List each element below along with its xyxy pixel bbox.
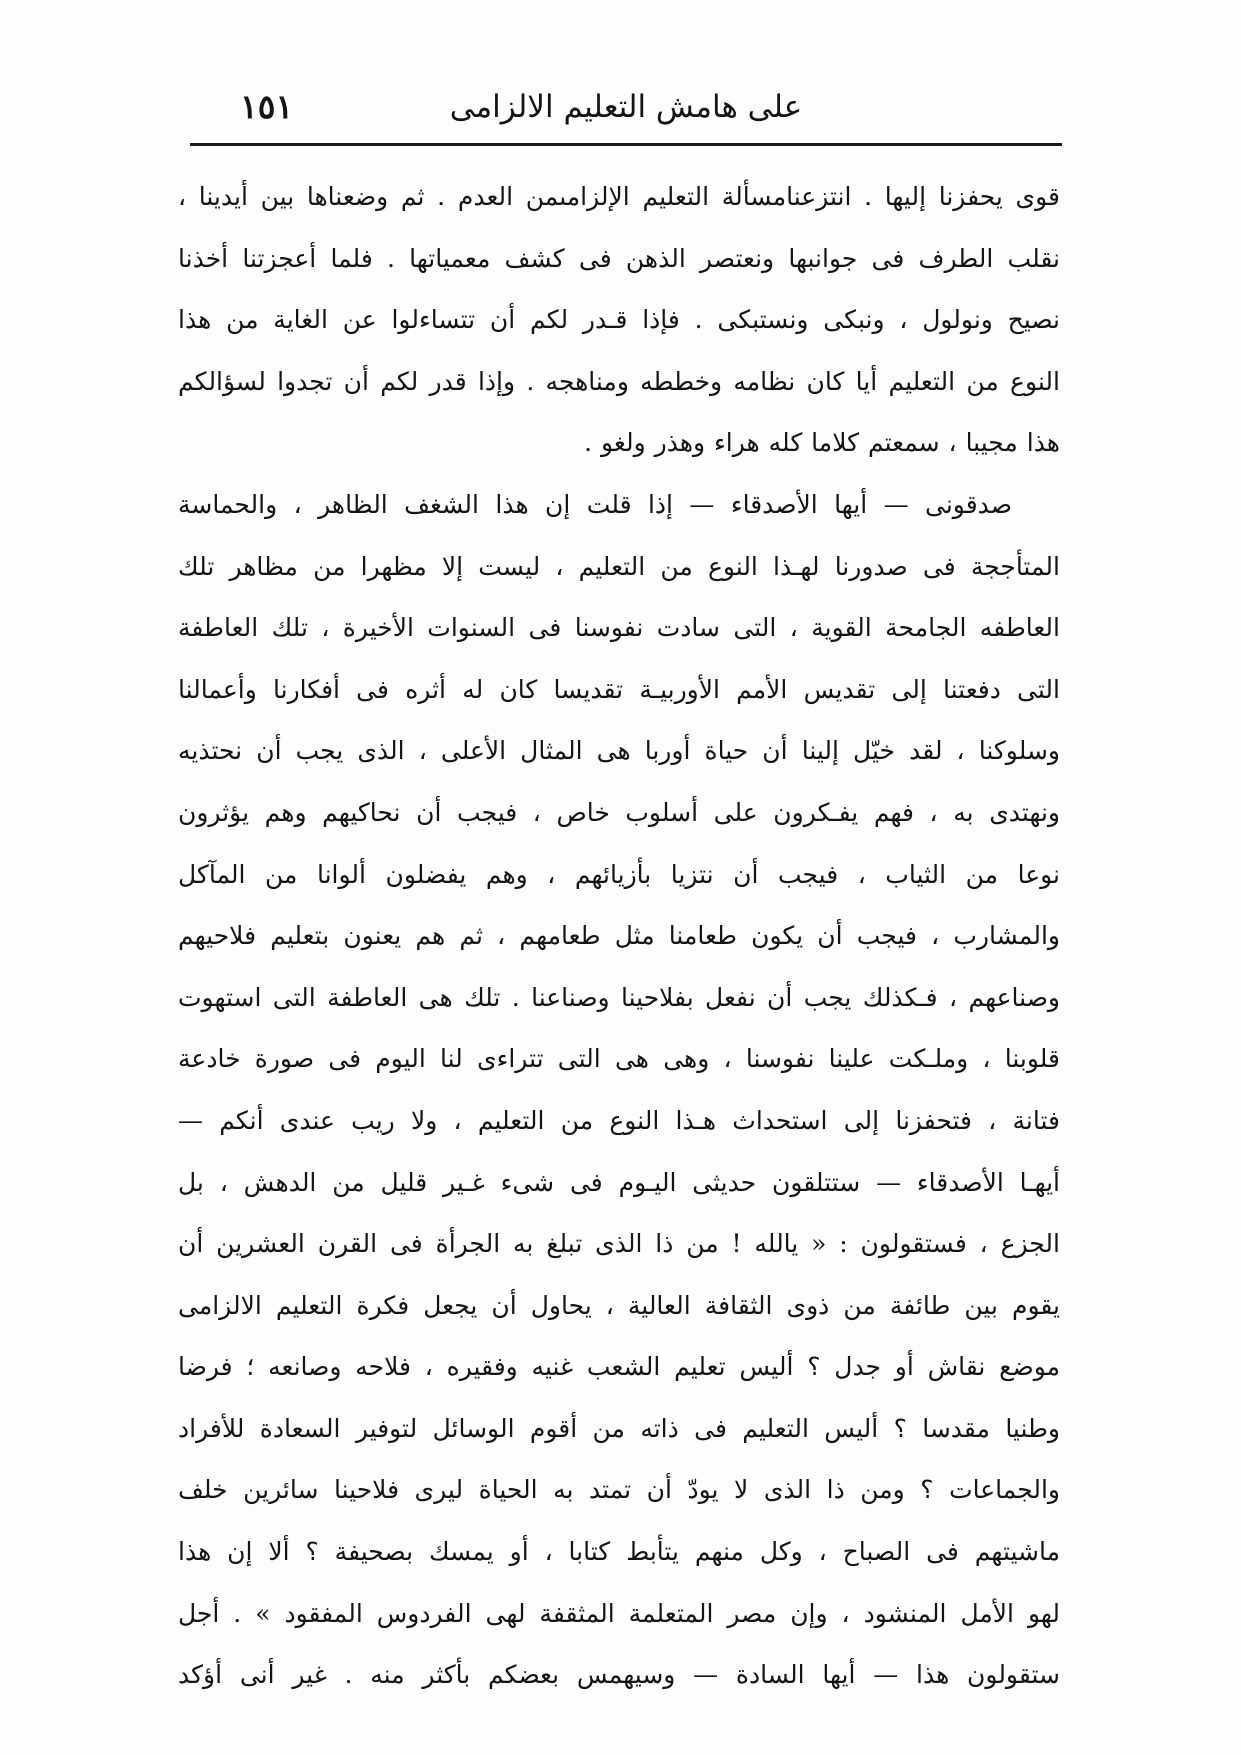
text-line: يقوم بين طائفة من ذوى الثقافة العالية ، يحاول أن يجعل فكرة التعليم الالزامى xyxy=(178,1290,1060,1320)
text-line: الجزع ، فستقولون : « يالله ! من ذا الذى تبلغ به الجرأة فى القرن العشرين أن xyxy=(178,1229,1060,1259)
page-body xyxy=(178,166,1060,1706)
text-line: نصيح ونولول ، ونبكى ونستبكى . فإذا قـدر لكم أن تتساءلوا عن الغاية من هذا xyxy=(178,305,1060,335)
text-line: نقلب الطرف فى جوانبها ونعتصر الذهن فى كشف معمياتها . فلما أعجزتنا أخذنا xyxy=(178,243,1060,273)
text-line: موضع نقاش أو جدل ؟ أليس تعليم الشعب غنيه وفقيره ، فلاحه وصانعه ؛ فرضا xyxy=(178,1352,1060,1382)
text-line: هذا مجيبا ، سمعتم كلاما كله هراء وهذر ولغو . xyxy=(584,428,1060,458)
text-line: ونهتدى به ، فهم يفـكرون على أسلوب خاص ، فيجب أن نحاكيهم وهم يؤثرون xyxy=(178,797,1060,827)
text-line: والجماعات ؟ ومن ذا الذى لا يودّ أن تمتد به الحياة ليرى فلاحينا سائرين خلف xyxy=(178,1475,1060,1505)
text-line: لهو الأمل المنشود ، وإن مصر المتعلمة المثقفة لهى الفردوس المفقود » . أجل xyxy=(178,1598,1060,1628)
text-line: وطنيا مقدسا ؟ أليس التعليم فى ذاته من أقوم الوسائل لتوفير السعادة للأفراد xyxy=(178,1413,1060,1443)
text-line: فتانة ، فتحفزنا إلى استحداث هـذا النوع من التعليم ، ولا ريب عندى أنكم — xyxy=(178,1105,1060,1135)
text-line: العاطفه الجامحة القوية ، التى سادت نفوسنا فى السنوات الأخيرة ، تلك العاطفة xyxy=(178,613,1060,643)
page-title: على هامش التعليم الالزامى xyxy=(449,89,803,125)
text-line: النوع من التعليم أيا كان نظامه وخططه ومناهجه . وإذا قدر لكم أن تجدوا لسؤالكم xyxy=(178,366,1060,396)
text-line: قوى يحفزنا إليها . انتزعنامسألة التعليم الإلزامىمن العدم . ثم وضعناها بين أيدينا ، xyxy=(178,182,1060,211)
text-line: أيهـا الأصدقاء — ستتلقون حديثى اليـوم فى شىء غـير قليل من الدهش ، بل xyxy=(178,1167,1060,1197)
text-line: وصناعهم ، فـكذلك يجب أن نفعل بفلاحينا وصناعنا . تلك هى العاطفة التى استهوت xyxy=(178,982,1060,1012)
text-line: قلوبنا ، وملـكت علينا نفوسنا ، وهى هى التى تتراءى لنا اليوم فى صورة خادعة xyxy=(178,1044,1060,1074)
text-line: ماشيتهم فى الصباح ، وكل منهم يتأبط كتابا ، أو يمسك بصحيفة ؟ ألا إن هذا xyxy=(178,1537,1060,1567)
text-line: ستقولون هذا — أيها السادة — وسيهمس بعضكم بأكثر منه . غير أنى أؤكد xyxy=(178,1660,1060,1690)
page-number: ١٥١ xyxy=(240,87,294,126)
text-line: والمشارب ، فيجب أن يكون طعامنا مثل طعامهم ، ثم هم يعنون بتعليم فلاحيهم xyxy=(178,921,1060,951)
text-line: نوعا من الثياب ، فيجب أن نتزيا بأزيائهم ، وهم يفضلون ألوانا من المآكل xyxy=(178,859,1060,889)
page-header xyxy=(190,82,1062,138)
text-line: وسلوكنا ، لقد خيّل إلينا أن حياة أوربا هى المثال الأعلى ، الذى يجب أن نحتذيه xyxy=(178,736,1060,766)
text-line: المتأججة فى صدورنا لهـذا النوع من التعليم ، ليست إلا مظهرا من مظاهر تلك xyxy=(178,551,1060,581)
text-line: صدقونى — أيها الأصدقاء — إذا قلت إن هذا الشغف الظاهر ، والحماسة xyxy=(178,489,1012,519)
header-rule xyxy=(190,143,1062,146)
text-line: التى دفعتنا إلى تقديس الأمم الأوربيـة تقديسا كان له أثره فى أفكارنا وأعمالنا xyxy=(178,674,1060,704)
paragraph-1 xyxy=(178,166,1060,474)
paragraph-2 xyxy=(178,474,1060,1706)
